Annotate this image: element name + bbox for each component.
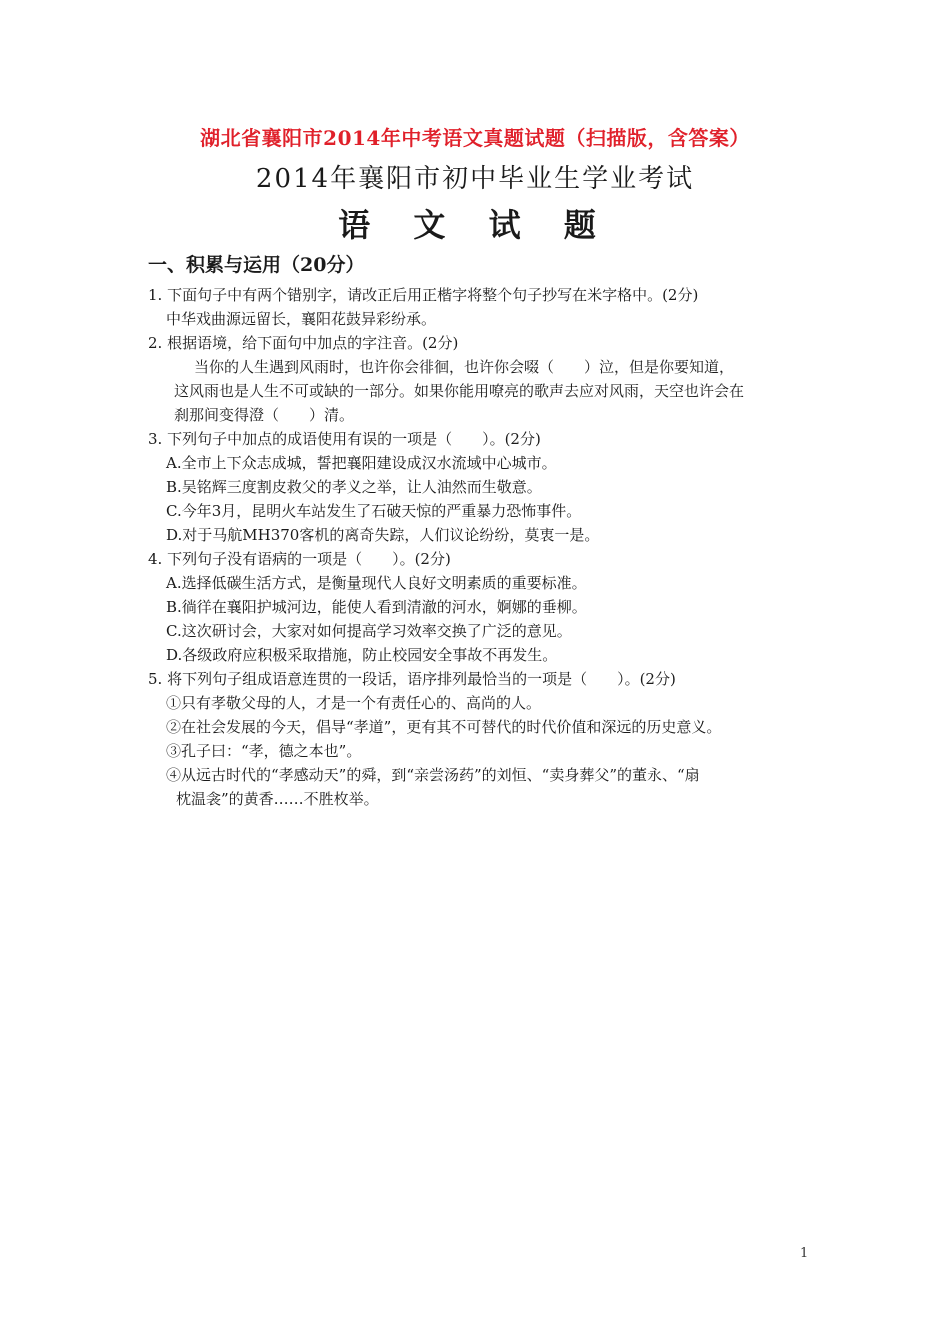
sentence-3: ③孔子曰：“孝，德之本也”。	[166, 742, 362, 760]
exam-title: 2014年襄阳市初中毕业生学业考试	[255, 164, 695, 194]
document-source-title: 湖北省襄阳市2014年中考语文真题试题（扫描版，含答案）	[200, 126, 750, 150]
option-d: D.对于马航MH370客机的离奇失踪，人们议论纷纷，莫衷一是。	[166, 526, 600, 544]
question-stem: 3. 下列句子中加点的成语使用有误的一项是（ ）。(2分)	[148, 430, 541, 448]
option-d: D.各级政府应积极采取措施，防止校园安全事故不再发生。	[166, 646, 558, 664]
passage-line: 刹那间变得澄（ ）清。	[174, 406, 355, 424]
subject-title: 语 文 试 题	[338, 206, 612, 244]
question-3	[148, 427, 808, 547]
question-stem: 1. 下面句子中有两个错别字，请改正后用正楷字将整个句子抄写在米字格中。(2分)	[148, 286, 699, 304]
sentence-2: ②在社会发展的今天，倡导“孝道”，更有其不可替代的时代价值和深远的历史意义。	[166, 718, 722, 736]
passage-line: 这风雨也是人生不可或缺的一部分。如果你能用嘹亮的歌声去应对风雨，天空也许会在	[174, 382, 745, 400]
option-a: A.全市上下众志成城，誓把襄阳建设成汉水流域中心城市。	[166, 454, 557, 472]
passage-line: 当你的人生遇到风雨时，也许你会徘徊，也许你会啜（ ）泣，但是你要知道，	[194, 358, 735, 376]
sentence-1: ①只有孝敬父母的人，才是一个有责任心的、高尚的人。	[166, 694, 542, 712]
page-number: 1	[800, 1246, 809, 1261]
sentence-4: ④从远古时代的“孝感动天”的舜，到“亲尝汤药”的刘恒、“卖身葬父”的董永、“扇	[166, 766, 700, 784]
question-stem: 2. 根据语境，给下面句中加点的字注音。(2分)	[148, 334, 459, 352]
option-c: C.今年3月，昆明火车站发生了石破天惊的严重暴力恐怖事件。	[166, 502, 582, 520]
section-heading: 一、积累与运用（20分）	[148, 254, 365, 276]
option-b: B.吴铭辉三度割皮救父的孝义之举，让人油然而生敬意。	[166, 478, 542, 496]
option-a: A.选择低碳生活方式，是衡量现代人良好文明素质的重要标准。	[166, 574, 587, 592]
question-5	[148, 667, 808, 811]
question-2	[148, 331, 808, 427]
question-stem: 5. 将下列句子组成语意连贯的一段话，语序排列最恰当的一项是（ ）。(2分)	[148, 670, 676, 688]
sentence-4-continued: 枕温衾”的黄香……不胜枚举。	[176, 790, 379, 808]
question-stem: 4. 下列句子没有语病的一项是（ ）。(2分)	[148, 550, 451, 568]
option-b: B.徜徉在襄阳护城河边，能使人看到清澈的河水，婀娜的垂柳。	[166, 598, 587, 616]
question-4	[148, 547, 808, 667]
question-sentence: 中华戏曲源远留长，襄阳花鼓异彩纷承。	[166, 310, 437, 328]
question-1	[148, 283, 808, 331]
option-c: C.这次研讨会，大家对如何提高学习效率交换了广泛的意见。	[166, 622, 572, 640]
section-accumulation	[148, 246, 808, 811]
